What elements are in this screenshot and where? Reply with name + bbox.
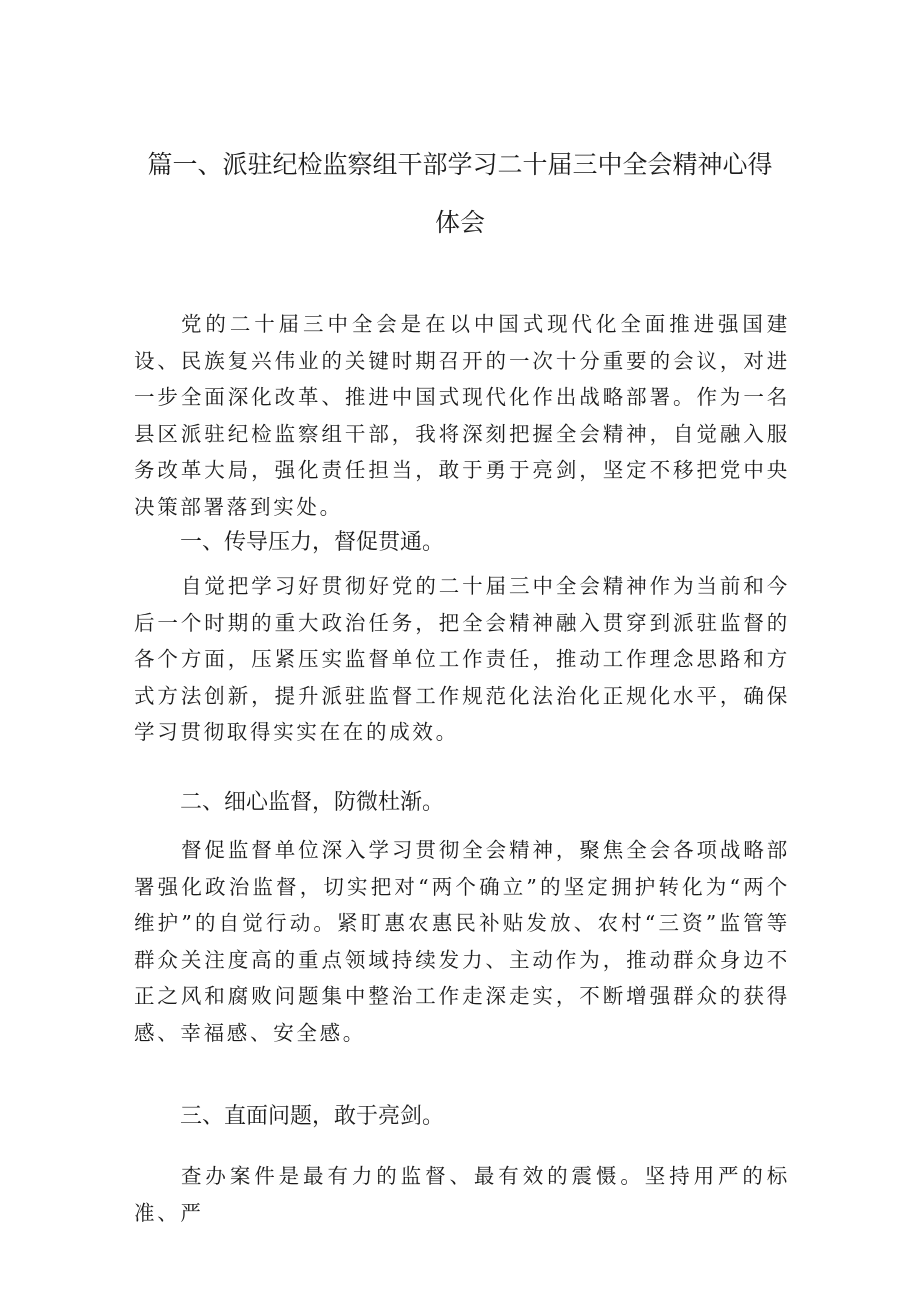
section-body-1: 自觉把学习好贯彻好党的二十届三中全会精神作为当前和今后一个时期的重大政治任务，把全会精神融入贯穿到派驻监督的各个方面，压紧压实监督单位工作责任，推动工作理念思路和方式方法创新，提升派驻监督工作规范化法治化正规化水平，确保学习贯彻取得实实在在的成效。 <box>134 574 790 745</box>
section-heading-2: 二、细心监督，防微杜渐。 <box>180 790 445 815</box>
section-heading-3: 三、直面问题，敢于亮剑。 <box>180 1104 445 1129</box>
document-title-line1: 篇一、派驻纪检监察组干部学习二十届三中全会精神心得 <box>147 150 773 179</box>
document-title-line2: 体会 <box>434 208 485 237</box>
intro-paragraph: 党的二十届三中全会是在以中国式现代化全面推进强国建设、民族复兴伟业的关键时期召开的一次十分重要的会议，对进一步全面深化改革、推进中国式现代化作出战略部署。作为一名县区派驻纪检监察组干部，我将深刻把握全会精神，自觉融入服务改革大局，强化责任担当，敢于勇于亮剑，坚定不移把党中央决策部署落到实处。 <box>134 312 790 519</box>
section-heading-1: 一、传导压力，督促贯通。 <box>180 530 445 555</box>
section-body-2: 督促监督单位深入学习贯彻全会精神，聚焦全会各项战略部署强化政治监督，切实把对“两个确立”的坚定拥护转化为“两个维护”的自觉行动。紧盯惠农惠民补贴发放、农村“三资”监管等群众关注度高的重点领域持续发力、主动作为，推动群众身边不正之风和腐败问题集中整治工作走深走实，不断增强群众的获得感、幸福感、安全感。 <box>134 838 790 1045</box>
section-body-3: 查办案件是最有力的监督、最有效的震慑。坚持用严的标准、严 <box>134 1164 790 1225</box>
